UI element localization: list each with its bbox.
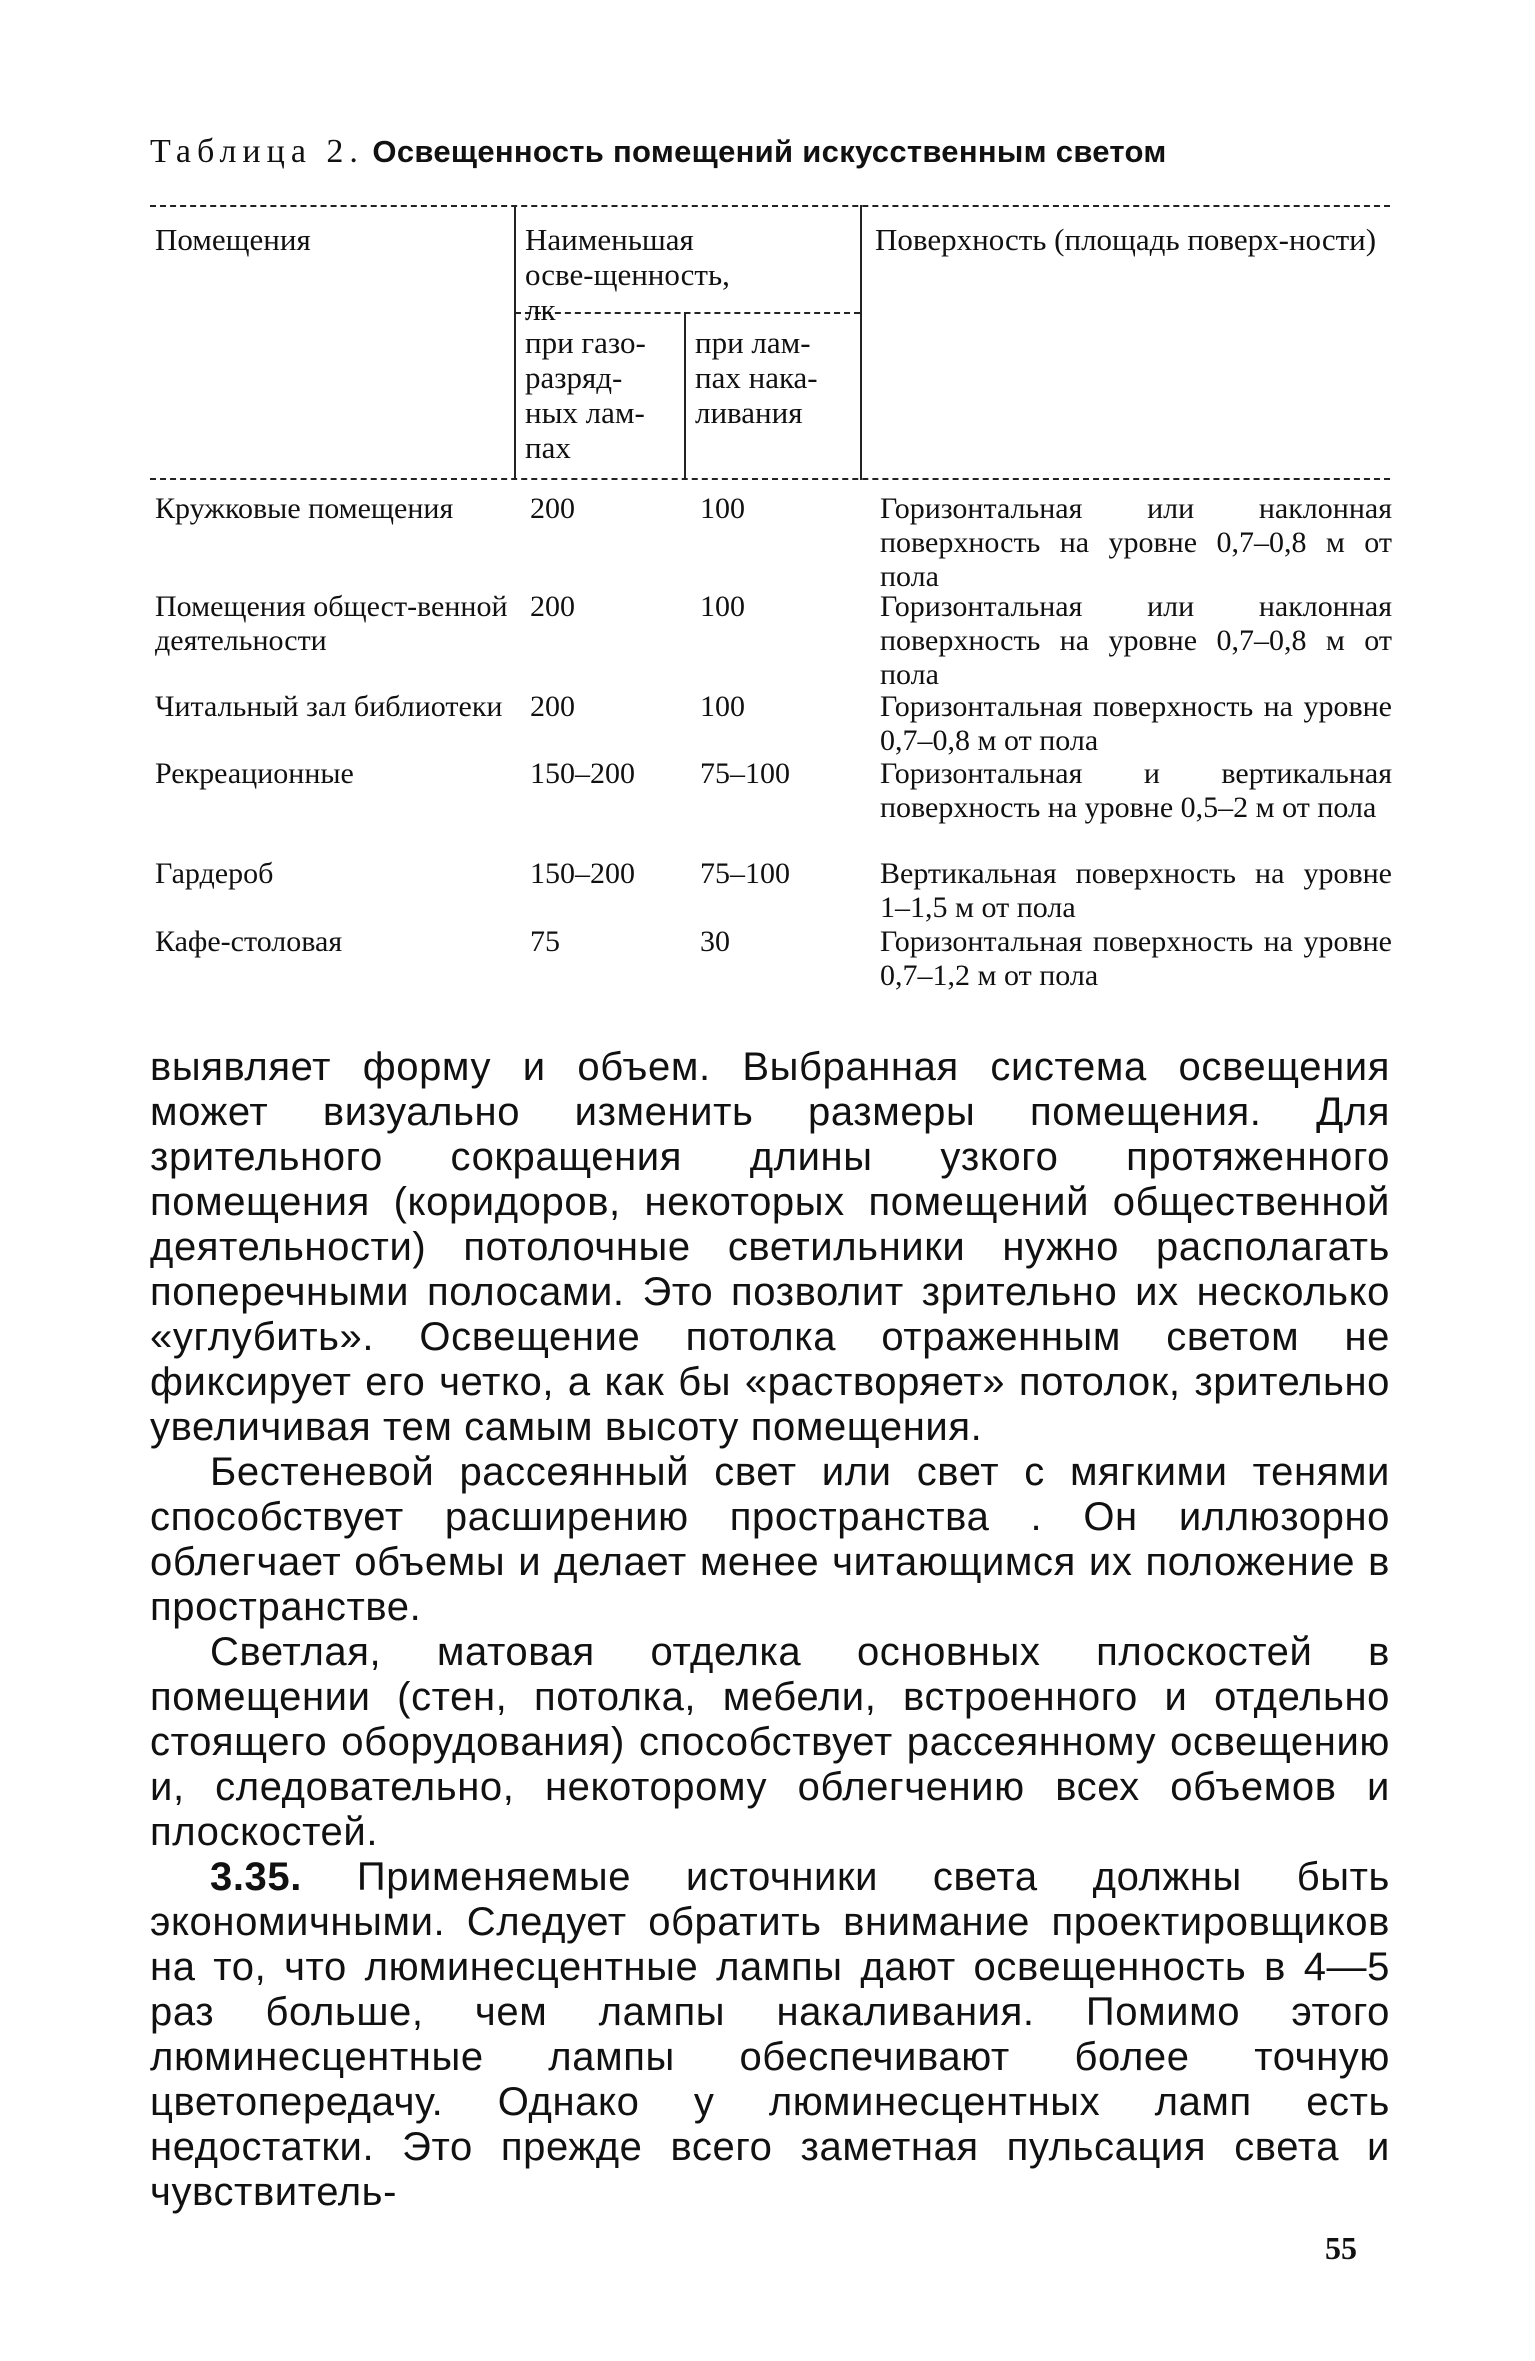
- section-number: 3.35.: [210, 1855, 302, 1899]
- row-surface: Горизонтальная поверхность на уровне 0,7–1,2 м от пола: [880, 925, 1392, 992]
- header-rooms: Помещения: [155, 222, 311, 257]
- table-caption-title: Освещенность помещений искусственным светом: [372, 134, 1167, 169]
- row-room: Гардероб: [155, 857, 274, 890]
- row-surface: Горизонтальная или наклонная поверхность на уровне 0,7–0,8 м от пола: [880, 590, 1392, 691]
- paragraph-4: [150, 1855, 1390, 2215]
- paragraph-3: Светлая, матовая отделка основных плоскостей в помещении (стен, потолка, мебели, встроенного и отдельно стоящего оборудования) способствует рассеянному освещению и, следовательно, некоторому облегчению всех объемов и плоскостей.: [150, 1630, 1390, 1854]
- header-incandescent: при лам-пах нака-ливания: [695, 325, 818, 430]
- row-gas-value: 200: [530, 690, 575, 723]
- row-incandescent-value: 75–100: [700, 757, 790, 790]
- row-gas-value: 150–200: [530, 857, 635, 890]
- row-incandescent-value: 100: [700, 690, 745, 723]
- row-incandescent-value: 75–100: [700, 857, 790, 890]
- header-divider-1: [514, 205, 516, 480]
- row-room: Рекреационные: [155, 757, 354, 790]
- row-room: Помещения общест-венной деятельности: [155, 590, 508, 657]
- header-surface: Поверхность (площадь поверх-ности): [875, 222, 1377, 257]
- row-room: Кафе-столовая: [155, 925, 343, 958]
- header-divider-2: [684, 312, 686, 480]
- header-bottom-rule: [150, 478, 1390, 480]
- row-incandescent-value: 30: [700, 925, 730, 958]
- row-room: Читальный зал библиотеки: [155, 690, 503, 723]
- row-surface: Горизонтальная или наклонная поверхность на уровне 0,7–0,8 м от пола: [880, 492, 1392, 593]
- row-gas-value: 75: [530, 925, 560, 958]
- table-caption: [150, 132, 1390, 172]
- row-gas-value: 200: [530, 492, 575, 525]
- header-divider-3: [860, 205, 862, 480]
- paragraph-1: выявляет форму и объем. Выбранная система освещения может визуально изменить размеры помещения. Для зрительного сокращения длины узкого протяженного помещения (коридоров, некоторых помещений общественной деятельности) потолочные светильники нужно располагать поперечными полосами. Это позволит зрительно их несколько «углубить». Освещение потолка отраженным светом не фиксирует его четко, а как бы «растворяет» потолок, зрительно увеличивая тем самым высоту помещения.: [150, 1045, 1390, 1449]
- table-top-rule: [150, 205, 1390, 207]
- row-surface: Горизонтальная и вертикальная поверхность на уровне 0,5–2 м от пола: [880, 757, 1392, 824]
- row-surface: Вертикальная поверхность на уровне 1–1,5 м от пола: [880, 857, 1392, 924]
- paragraph-2: Бестеневой рассеянный свет или свет с мягкими тенями способствует расширению пространства . Он иллюзорно облегчает объемы и делает менее читающимся их положение в пространстве.: [150, 1450, 1390, 1629]
- paragraph-4-text: Применяемые источники света должны быть экономичными. Следует обратить внимание проектировщиков на то, что люминесцентные лампы дают освещенность в 4—5 раз больше, чем лампы накаливания. Помимо этого люминесцентные лампы обеспечивают более точную цветопередачу. Однако у люминесцентных ламп есть недостатки. Это прежде всего заметная пульсация света и чувствитель-: [150, 1855, 1390, 2214]
- page-number: 55: [1325, 2230, 1357, 2266]
- header-min-illuminance: Наименьшая осве-щенность, лк: [525, 222, 730, 327]
- row-incandescent-value: 100: [700, 492, 745, 525]
- table-caption-label: Таблица 2.: [150, 133, 364, 170]
- row-gas-value: 200: [530, 590, 575, 623]
- row-incandescent-value: 100: [700, 590, 745, 623]
- row-surface: Горизонтальная поверхность на уровне 0,7–0,8 м от пола: [880, 690, 1392, 757]
- row-gas-value: 150–200: [530, 757, 635, 790]
- row-room: Кружковые помещения: [155, 492, 454, 525]
- header-gas-lamps: при газо-разряд-ных лам-пах: [525, 325, 646, 465]
